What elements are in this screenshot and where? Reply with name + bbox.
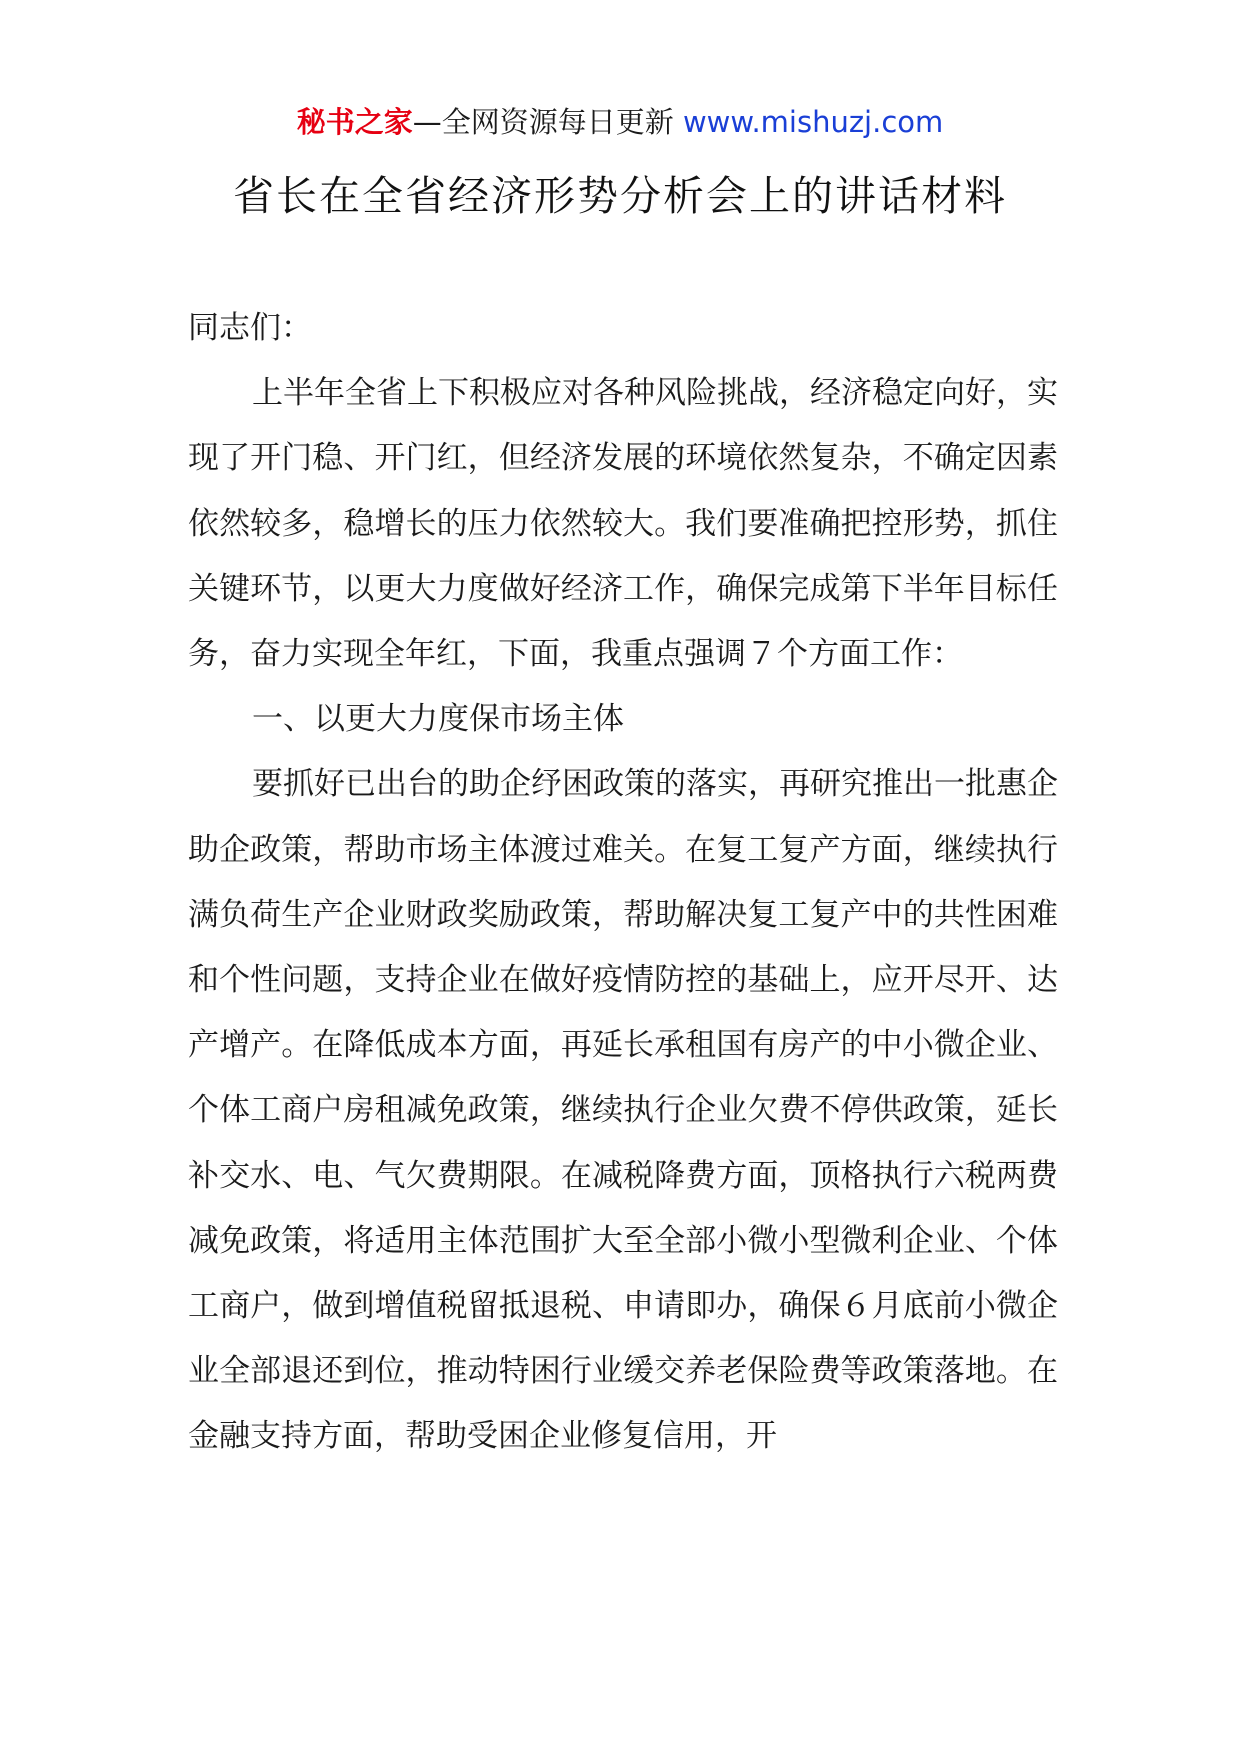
- site-url-link[interactable]: www.mishuzj.com: [682, 105, 944, 139]
- site-brand-name: 秘书之家: [296, 105, 413, 139]
- document-title: 省长在全省经济形势分析会上的讲话材料: [233, 172, 1007, 220]
- site-header-banner: [0, 100, 1240, 144]
- paragraph-section-1: 要抓好已出台的助企纾困政策的落实，再研究推出一批惠企助企政策，帮助市场主体渡过难关。在复工复产方面，继续执行满负荷生产企业财政奖励政策，帮助解决复工复产中的共性困难和个性问题，支持企业在做好疫情防控的基础上，应开尽开、达产增产。在降低成本方面，再延长承租国有房产的中小微企业、个体工商户房租减免政策，继续执行企业欠费不停供政策，延长补交水、电、气欠费期限。在减税降费方面，顶格执行六税两费减免政策，将适用主体范围扩大至全部小微小型微利企业、个体工商户，做到增值税留抵退税、申请即办，确保６月底前小微企业全部退还到位，推动特困行业缓交养老保险费等政策落地。在金融支持方面，帮助受困企业修复信用，开: [188, 766, 1058, 1455]
- site-tagline: —全网资源每日更新: [412, 105, 683, 139]
- paragraph-intro: 上半年全省上下积极应对各种风险挑战，经济稳定向好，实现了开门稳、开门红，但经济发展的环境依然复杂，不确定因素依然较多，稳增长的压力依然较大。我们要准确把控形势，抓住关键环节，以更大力度做好经济工作，确保完成第下半年目标任务，奋力实现全年红，下面，我重点强调７个方面工作：: [188, 375, 1058, 673]
- section-heading-1: 一、以更大力度保市场主体: [252, 701, 624, 738]
- salutation: 同志们：: [188, 310, 312, 346]
- document-body: [188, 296, 1058, 1470]
